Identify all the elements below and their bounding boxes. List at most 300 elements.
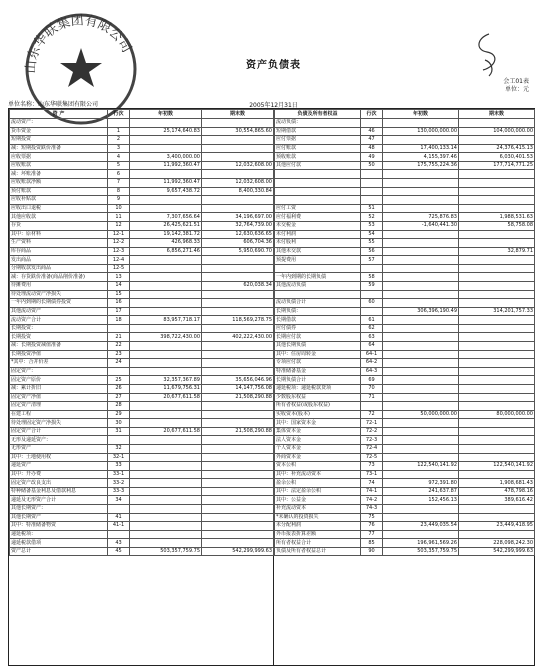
item-label: 未分配利润 [275,522,361,531]
line-number: 24 [108,359,130,368]
table-row [10,513,274,522]
closing-balance: 104,000,000.00 [459,127,535,136]
item-label: 固定资产清理 [10,402,108,411]
line-number: 62 [361,324,383,333]
line-number: 32-1 [108,453,130,462]
item-label: 发出商品 [10,256,108,265]
item-label: 应收账款 [10,161,108,170]
item-label: 应收账款净额 [10,179,108,188]
item-label: 少数股东权益 [275,393,361,402]
opening-balance [383,239,459,248]
table-row [10,179,274,188]
opening-balance [383,179,459,188]
table-row [10,299,274,308]
line-number: 45 [108,547,130,556]
table-row [275,539,535,548]
item-label [275,170,361,179]
item-label: 生产资料 [10,239,108,248]
line-number: 10 [108,204,130,213]
line-number: 32 [108,444,130,453]
table-row [10,264,274,273]
table-row [10,196,274,205]
line-number: 33-2 [108,479,130,488]
table-row [10,230,274,239]
line-number [361,187,383,196]
line-number: 73 [361,462,383,471]
item-label [275,290,361,299]
closing-balance: 35,656,046.96 [202,376,274,385]
line-number: 12-3 [108,247,130,256]
line-number [361,307,383,316]
closing-balance [202,119,274,128]
opening-balance: 11,992,360.47 [130,161,202,170]
table-row [275,144,535,153]
line-number: 27 [108,393,130,402]
item-label: 待处理固定资产净损失 [10,419,108,428]
closing-balance [459,427,535,436]
table-row [10,479,274,488]
closing-balance: 21,508,290.88 [202,393,274,402]
closing-balance: 1,908,681.43 [459,479,535,488]
closing-balance [202,505,274,514]
liabilities-header-cell: 行次 [361,110,383,119]
closing-balance: 5,950,690.70 [202,247,274,256]
line-number: 70 [361,384,383,393]
item-label: 未交税金 [275,221,361,230]
report-date: 2005年12月31日 [249,102,298,109]
opening-balance: 25,174,640.83 [130,127,202,136]
table-row [275,187,535,196]
item-label: 其他流动负债 [275,281,361,290]
table-row [10,290,274,299]
item-label [275,264,361,273]
item-label: 长期投资 [10,333,108,342]
closing-balance [202,539,274,548]
svg-text:山东华联集团有限公司: 山东华联集团有限公司 [23,13,134,74]
closing-balance: 389,616.42 [459,496,535,505]
closing-balance [202,264,274,273]
table-row [275,487,535,496]
opening-balance: 972,391.80 [383,479,459,488]
closing-balance [202,299,274,308]
closing-balance [459,273,535,282]
table-row [10,530,274,539]
opening-balance [130,530,202,539]
closing-balance: 542,299,999.63 [459,547,535,556]
table-row [275,402,535,411]
table-row [10,281,274,290]
opening-balance: 11,992,360.47 [130,179,202,188]
liabilities-header-row [275,110,535,119]
line-number: 72-4 [361,444,383,453]
line-number: 12-4 [108,256,130,265]
closing-balance [459,367,535,376]
line-number: 28 [108,402,130,411]
table-row [275,350,535,359]
item-label: 未付股利 [275,239,361,248]
opening-balance [130,410,202,419]
table-row [10,539,274,548]
line-number: 3 [108,144,130,153]
table-row [10,187,274,196]
closing-balance [202,196,274,205]
table-row [275,221,535,230]
item-label: 其中：开办费 [10,470,108,479]
line-number: 76 [361,522,383,531]
closing-balance [202,436,274,445]
closing-balance [459,230,535,239]
closing-balance [202,359,274,368]
closing-balance [459,359,535,368]
closing-balance [202,530,274,539]
opening-balance [130,367,202,376]
line-number: 56 [361,247,383,256]
closing-balance: 32,879.71 [459,247,535,256]
table-row [275,127,535,136]
item-label: 递延税项：递延税款贷项 [275,384,361,393]
line-number: 60 [361,299,383,308]
table-row [10,376,274,385]
opening-balance [383,273,459,282]
item-label: 其中：住房周转金 [275,350,361,359]
closing-balance [202,350,274,359]
closing-balance [202,402,274,411]
table-row [10,213,274,222]
closing-balance [459,505,535,514]
closing-balance [202,170,274,179]
line-number: 52 [361,213,383,222]
closing-balance [459,204,535,213]
opening-balance [383,119,459,128]
line-number: 12 [108,221,130,230]
item-label: 短期借款 [275,127,361,136]
opening-balance [130,342,202,351]
line-number [108,324,130,333]
form-code: 会工01表 [503,78,529,85]
table-row [10,170,274,179]
table-row [275,256,535,265]
opening-balance [383,196,459,205]
item-label: 存货 [10,221,108,230]
item-label: 减：存货跌价准备(商品削价准备) [10,273,108,282]
opening-balance: 20,677,611.58 [130,393,202,402]
assets-header-row [10,110,274,119]
opening-balance [130,505,202,514]
table-row [10,316,274,325]
signature-mark [467,30,507,80]
line-number: 64 [361,342,383,351]
line-number: 13 [108,273,130,282]
opening-balance [383,444,459,453]
closing-balance [459,376,535,385]
table-row [10,444,274,453]
line-number: 74-1 [361,487,383,496]
item-label: 固定资产原价 [10,376,108,385]
closing-balance [459,256,535,265]
line-number: 1 [108,127,130,136]
item-label [275,179,361,188]
opening-balance [383,324,459,333]
opening-balance [130,402,202,411]
item-label: 分期收款发出商品 [10,264,108,273]
closing-balance: 6,030,401.53 [459,153,535,162]
table-row [10,221,274,230]
line-number: 72-1 [361,419,383,428]
table-row [275,513,535,522]
item-label: 应收补贴款 [10,196,108,205]
table-row [275,196,535,205]
line-number: 41-1 [108,522,130,531]
opening-balance [130,462,202,471]
opening-balance [383,505,459,514]
closing-balance [202,342,274,351]
item-label: 应收出口退税 [10,204,108,213]
item-label: 其他应收款 [10,213,108,222]
balance-sheet-table [8,108,535,666]
item-label: 应付债券 [275,324,361,333]
line-number: 33 [108,462,130,471]
opening-balance [130,513,202,522]
line-number: 51 [361,204,383,213]
opening-balance [383,359,459,368]
closing-balance [459,513,535,522]
item-label: 无形及递延资产： [10,436,108,445]
table-row [10,204,274,213]
item-label: 固定资产改良支出 [10,479,108,488]
closing-balance [459,264,535,273]
table-row [10,427,274,436]
closing-balance: 606,704.36 [202,239,274,248]
closing-balance [202,273,274,282]
opening-balance: 83,957,718.17 [130,316,202,325]
line-number [361,170,383,179]
table-row [275,470,535,479]
item-label: 流动资产合计 [10,316,108,325]
opening-balance [130,324,202,333]
closing-balance: 12,032,608.00 [202,161,274,170]
item-label [275,187,361,196]
item-label: 其他长期资产 [10,513,108,522]
opening-balance: 6,856,271.46 [130,247,202,256]
item-label: 流动负债合计 [275,299,361,308]
table-row [275,299,535,308]
closing-balance [459,384,535,393]
item-label: 减：坏账准备 [10,170,108,179]
item-label: 短期投资 [10,136,108,145]
table-row [10,487,274,496]
item-label: 特准储备基金 [275,367,361,376]
opening-balance: 7,307,656.64 [130,213,202,222]
closing-balance [202,410,274,419]
line-number: 61 [361,316,383,325]
table-row [275,522,535,531]
line-number [361,119,383,128]
closing-balance [459,436,535,445]
opening-balance [130,444,202,453]
line-number: 73-1 [361,470,383,479]
item-label: 其中：特准储备物资 [10,522,108,531]
opening-balance [130,436,202,445]
item-label: 其他应付款 [275,161,361,170]
table-row [10,119,274,128]
line-number: 8 [108,187,130,196]
opening-balance [130,144,202,153]
line-number: 90 [361,547,383,556]
closing-balance [459,170,535,179]
line-number: 33-1 [108,470,130,479]
closing-balance [202,144,274,153]
opening-balance: 17,400,133.14 [383,144,459,153]
table-row [275,281,535,290]
item-label: 实收资本(股本) [275,410,361,419]
assets-half [9,109,274,665]
table-row [10,522,274,531]
item-label: 待摊费用 [10,281,108,290]
table-row [10,367,274,376]
table-row [10,350,274,359]
line-number [108,367,130,376]
opening-balance: 175,755,224.36 [383,161,459,170]
table-row [275,547,535,556]
opening-balance: 196,961,569.26 [383,539,459,548]
line-number: 71 [361,393,383,402]
opening-balance: 26,425,621.51 [130,221,202,230]
line-number: 34 [108,496,130,505]
table-row [10,239,274,248]
table-row [10,247,274,256]
opening-balance [130,264,202,273]
opening-balance [383,402,459,411]
table-row [275,496,535,505]
closing-balance: 122,540,141.92 [459,462,535,471]
opening-balance [130,350,202,359]
item-label: 长期应付款 [275,333,361,342]
table-row [275,419,535,428]
item-label: 所有者权益合计 [275,539,361,548]
closing-balance [459,393,535,402]
closing-balance: 314,201,757.33 [459,307,535,316]
table-row [275,213,535,222]
opening-balance [130,487,202,496]
line-number: 74-2 [361,496,383,505]
table-row [10,419,274,428]
line-number: 64-3 [361,367,383,376]
item-label: *其中：合并价差 [10,359,108,368]
opening-balance [383,290,459,299]
table-row [10,359,274,368]
assets-header-cell: 行次 [108,110,130,119]
opening-balance [383,470,459,479]
line-number: 4 [108,153,130,162]
closing-balance: 30,554,865.60 [202,127,274,136]
opening-balance [383,419,459,428]
closing-balance [202,256,274,265]
opening-balance [383,299,459,308]
table-row [275,367,535,376]
item-label: 资本公积 [275,462,361,471]
opening-balance: 398,722,430.00 [130,333,202,342]
line-number [108,119,130,128]
line-number: 53 [361,221,383,230]
item-label: 长期投资： [10,324,108,333]
line-number: 50 [361,161,383,170]
table-row [275,170,535,179]
closing-balance: 34,196,697.00 [202,213,274,222]
item-label: 盈余公积 [275,479,361,488]
item-label: 应付福利费 [275,213,361,222]
item-label: 其他流动资产 [10,307,108,316]
closing-balance: 32,764,739.00 [202,221,274,230]
opening-balance: 725,876.83 [383,213,459,222]
table-row [275,462,535,471]
item-label: 减：短期投资跌价准备 [10,144,108,153]
opening-balance [383,350,459,359]
item-label: 其中：土地使用权 [10,453,108,462]
line-number: 41 [108,513,130,522]
closing-balance [202,153,274,162]
assets-header-cell: 期末数 [202,110,274,119]
table-row [10,384,274,393]
item-label: 其中：原材料 [10,230,108,239]
liabilities-header-cell: 期末数 [459,110,535,119]
table-row [275,273,535,282]
table-row [275,479,535,488]
table-row [275,359,535,368]
item-label: 未付利润 [275,230,361,239]
opening-balance [130,204,202,213]
item-label: 其中：国家资本金 [275,419,361,428]
opening-balance [130,453,202,462]
opening-balance [130,170,202,179]
item-label: 长期投资净值 [10,350,108,359]
closing-balance: 24,376,415.13 [459,144,535,153]
item-label: 所有者权益(或股东权益) [275,402,361,411]
opening-balance [383,247,459,256]
item-label: 资产总计 [10,547,108,556]
line-number [108,505,130,514]
line-number: 29 [108,410,130,419]
table-row [10,462,274,471]
item-label: 外币报表折算差额 [275,530,361,539]
item-label: 待处理流动资产净损失 [10,290,108,299]
line-number: 74 [361,479,383,488]
opening-balance [130,307,202,316]
table-row [275,239,535,248]
closing-balance [459,350,535,359]
line-number: 23 [108,350,130,359]
closing-balance: 23,449,418.95 [459,522,535,531]
liabilities-header-cell: 年初数 [383,110,459,119]
line-number [361,290,383,299]
opening-balance [383,367,459,376]
line-number: 72-2 [361,427,383,436]
line-number: 49 [361,153,383,162]
closing-balance [202,419,274,428]
closing-balance [459,470,535,479]
item-label: 流动负债： [275,119,361,128]
closing-balance [202,324,274,333]
line-number [361,179,383,188]
closing-balance [459,136,535,145]
table-row [10,505,274,514]
closing-balance [459,239,535,248]
table-row [10,402,274,411]
table-row [10,436,274,445]
closing-balance [459,299,535,308]
closing-balance [459,316,535,325]
line-number: 64-1 [361,350,383,359]
table-row [10,144,274,153]
